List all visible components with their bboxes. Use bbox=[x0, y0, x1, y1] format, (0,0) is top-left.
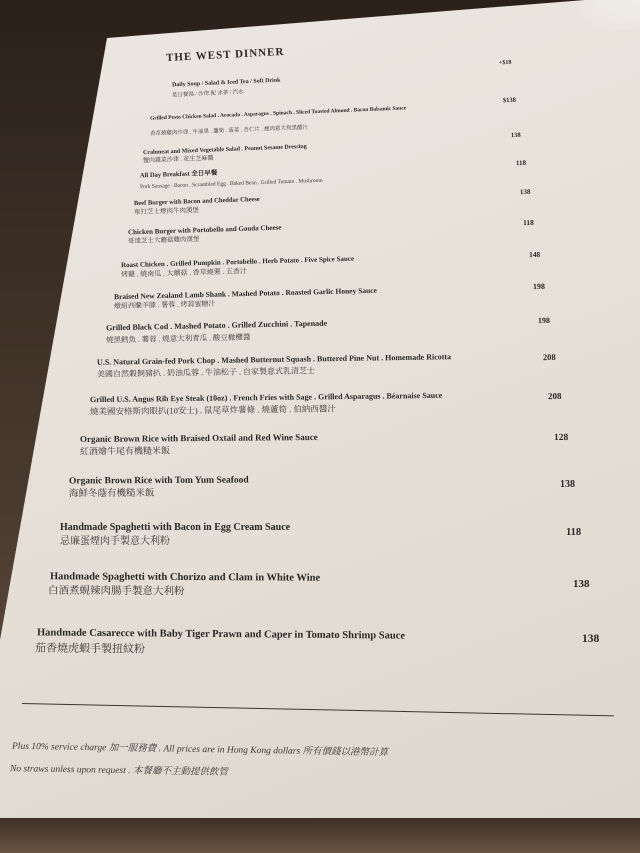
menu-item-name: Daily Soup / Salad & Iced Tea / Soft Drink bbox=[171, 77, 281, 89]
menu-item-price: 138 bbox=[510, 131, 521, 140]
menu-item-price: 138 bbox=[573, 578, 590, 590]
menu-item-price: 208 bbox=[547, 390, 562, 402]
straw-note: No straws unless upon request . 本餐廳不主動提供飲管 bbox=[9, 764, 228, 778]
menu-item-chinese: 燒黑鱈魚 . 薯蓉 . 燒意大利青瓜 . 酸豆橄欖醬 bbox=[105, 332, 251, 345]
menu-item-name: Roast Chicken . Grilled Pumpkin . Portobello . Herb Potato . Five Spice Sauce bbox=[120, 254, 355, 270]
menu-item-chinese: Pork Sausage . Bacon . Scrambled Egg . Baked Bean . Grilled Tomato . Mushroom bbox=[139, 177, 323, 191]
menu-item-chinese: 車打芝士煙肉牛肉漢堡 bbox=[133, 206, 200, 217]
menu-item-price: 118 bbox=[522, 217, 534, 228]
menu-item-chinese: 茄香燒虎蝦手製扭紋粉 bbox=[34, 642, 146, 656]
menu-item-price: 118 bbox=[566, 527, 582, 538]
menu-item-price: +$18 bbox=[498, 59, 512, 67]
menu-item-name: U.S. Natural Grain-fed Pork Chop . Mashed Butternut Squash . Buttered Pine Nut . Homemade Ricotta bbox=[96, 352, 452, 367]
menu-item-name: Organic Brown Rice with Braised Oxtail and Red Wine Sauce bbox=[79, 431, 318, 445]
menu-item-name: All Day Breakfast 全日早餐 bbox=[139, 169, 218, 180]
menu-item-chinese: 哥達芝士大蘑菇雞肉漢堡 bbox=[127, 235, 200, 246]
menu-title: THE WEST DINNER bbox=[165, 45, 285, 65]
menu-item-price: 138 bbox=[582, 633, 600, 645]
menu-item-chinese: 是日餐湯 / 沙律 配 冰茶 / 汽水 bbox=[171, 89, 244, 99]
menu-item-name: Organic Brown Rice with Tom Yum Seafood bbox=[68, 475, 249, 487]
menu-item-chinese: 烤雞 . 燒南瓜 . 大蘑菇 . 香草燒薯 . 五香汁 bbox=[120, 267, 248, 279]
menu-item-name: Braised New Zealand Lamb Shank . Mashed Potato . Roasted Garlic Honey Sauce bbox=[113, 285, 378, 302]
menu-item-name: Grilled Black Cod . Mashed Potato . Grilled Zucchini . Tapenade bbox=[105, 318, 328, 333]
menu-item-chinese: 海鮮冬蔭有機糙米飯 bbox=[68, 488, 155, 500]
menu-item-name: Grilled Pesto Chicken Salad . Avocado . Asparagus . Spinach . Sliced Toasted Almond . Bacon Balsamic Sauce bbox=[149, 105, 407, 122]
menu-item-chinese: 燉紐西蘭羊膝 . 薯蓉 . 烤蒜蜜糖汁 bbox=[113, 299, 216, 311]
menu-item-name: Handmade Casarecce with Baby Tiger Prawn and Caper in Tomato Shrimp Sauce bbox=[36, 627, 406, 642]
menu-item-chinese: 燒美國安格斯肉眼扒(10安士) . 鼠尾草炸薯條 . 燒蘆筍 . 伯納西醬汁 bbox=[89, 403, 336, 417]
menu-item-name: Chicken Burger with Portobello and Gouda Cheese bbox=[127, 223, 282, 237]
menu-item-price: 198 bbox=[537, 315, 551, 326]
footer-divider bbox=[22, 703, 614, 716]
menu-item-chinese: 白酒煮蜆辣肉腸手製意大利粉 bbox=[47, 585, 185, 598]
menu-item-price: 138 bbox=[560, 479, 575, 490]
menu-item-price: $138 bbox=[502, 96, 517, 105]
menu-item-name: Beef Burger with Bacon and Cheddar Cheese bbox=[133, 195, 260, 208]
menu-item-chinese: 紅酒燴牛尾有機糙米飯 bbox=[79, 445, 171, 457]
menu-item-price: 138 bbox=[519, 187, 531, 197]
menu-item-chinese: 美國自然穀飼豬扒 . 奶油瓜蓉 . 牛油松子 . 自家製意式乳清芝士 bbox=[96, 366, 316, 379]
menu-item-price: 118 bbox=[515, 158, 527, 168]
menu-item-price: 148 bbox=[528, 249, 541, 260]
menu-item-chinese: 忌廉蛋煙肉手製意大利粉 bbox=[60, 536, 170, 547]
menu-item-price: 128 bbox=[553, 432, 569, 444]
menu-item-price: 208 bbox=[542, 351, 556, 363]
menu-item-chinese: 蟹肉雜菜沙律 . 花生芝麻醬 bbox=[142, 155, 214, 165]
menu-item-name: Handmade Spaghetti with Chorizo and Clam in White Wine bbox=[49, 571, 321, 584]
service-charge-note: Plus 10% service charge 加一服務費 . All prices are in Hong Kong dollars 所有價錢以港幣計算 bbox=[11, 741, 389, 759]
menu-item-name: Grilled U.S. Angus Rib Eye Steak (10oz) . French Fries with Sage . Grilled Asparagus . Béarnaise Sauce bbox=[89, 390, 443, 405]
menu-item-name: Crabmeat and Mixed Vegetable Salad . Peanut Sesame Dressing bbox=[142, 143, 307, 157]
menu-item-name: Handmade Spaghetti with Bacon in Egg Cream Sauce bbox=[60, 522, 291, 533]
menu-item-price: 198 bbox=[532, 281, 546, 292]
menu-item-chinese: 香草燒雞肉沙律 . 牛油果 . 蘆筍 . 菠菜 . 杏仁片 . 煙肉意大利黑醋汁 bbox=[149, 124, 309, 138]
